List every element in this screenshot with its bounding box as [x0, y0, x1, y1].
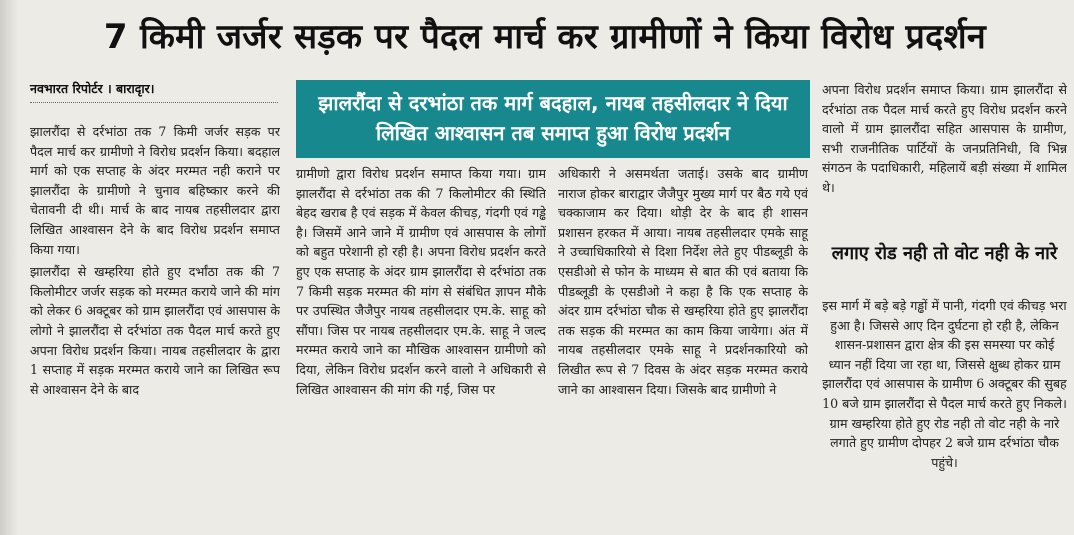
column-3 [558, 164, 808, 527]
column-1-paragraph-1: झालरौंदा से दर्रभांठा तक 7 किमी जर्जर सड़क पर पैदल मार्च कर ग्रामीणो ने विरोध प्रदर्शन किया। बदहाल मार्ग को एक सप्ताह के अंदर मरम्मत नही कराने पर झालरौंदा के ग्रामीणो ने चुनाव बहिष्कार करने की चेतावनी दी थी। मार्च के बाद नायब तहसीलदार द्वारा लिखित आश्वासन देने के बाद विरोध प्रदर्शन समाप्त किया गया। [30, 124, 280, 257]
headline: 7 किमी जर्जर सड़क पर पैदल मार्च कर ग्रामीणों ने किया विरोध प्रदर्शन [103, 17, 987, 57]
column-2 [296, 164, 546, 527]
page-fold-shadow [0, 0, 18, 535]
column-3-paragraph-1: अधिकारी ने असमर्थता जताई। उसके बाद ग्रामीण नाराज होकर बाराद्वार जैजैपुर मुख्य मार्ग पर बैठ गये एवं चक्काजाम कर दिया। थोड़ी देर के बाद ही शासन प्रशासन हरकत में आया। नायब तहसीलदार एमके साहू ने उच्चाधिकारियो से दिशा निर्देश लेते हुए पीडब्लूडी के एसडीओ से फोन के माध्यम से बात की एवं बताया कि पीडब्लूडी के एसडीओ ने कहा है कि एक सप्ताह के अंदर ग्राम दर्रभांठा चौक से खम्हरिया होते हुए झालरौंदा तक सड़क की मरम्मत का काम किया जायेगा। अंत में नायब तहसीलदार एमके साहू ने प्रदर्शनकारियो को लिखीत रूप से 7 दिवस के अंदर सड़क मरम्मत कराये जाने का आश्वासन दिया। जिसके बाद ग्रामीणो ने [558, 166, 808, 397]
subheading: लगाए रोड नही तो वोट नही के नारे [831, 243, 1058, 264]
deck-banner: झालरौंदा से दरभांठा तक मार्ग बदहाल, नायब तहसीलदार ने दिया लिखित आश्वासन तब समाप्त हुआ विरोध प्रदर्शन [296, 80, 810, 158]
column-1-paragraph-2: झालरौंदा से खम्हरिया होते हुए दर्भांठा तक की 7 किलोमीटर जर्जर सड़क को मरम्मत कराये जाने की मांग को लेकर 6 अक्टूबर को ग्राम झालरौंदा एवं आसपास के लोगो ने झालरौंदा से दर्रभांठा तक पैदल मार्च करते हुए अपना विरोध प्रदर्शन किया। नायब तहसीलदार के द्वारा 1 सप्ताह में सड़क मरम्मत कराये जाने का लिखित रूप से आश्वासन देने के बाद [30, 264, 280, 397]
byline: नवभारत रिपोर्टर । बारादृार। [30, 81, 155, 96]
column-4-top [822, 80, 1067, 236]
byline-divider [30, 102, 278, 103]
column-4-paragraph-1: अपना विरोध प्रदर्शन समाप्त किया। ग्राम झालरौंदा से दर्रभांठा तक पैदल मार्च करते हुए विरोध प्रदर्शन करने वालो में ग्राम झालरौंदा सहित आसपास के ग्रामीण, सभी राजनीतिक पार्टियों के जनप्रतिनिधी, वि भिन्न संगठन के पदाधिकारी, महिलायें बड़ी संख्या में शामिल थे। [822, 82, 1067, 195]
column-2-paragraph-1: ग्रामीणो द्वारा विरोध प्रदर्शन समाप्त किया गया। ग्राम झालरौंदा से दर्रभांठा तक की 7 किलोमीटर की स्थिति बेहद खराब है एवं सड़क में केवल कीचड़, गंदगी एवं गड्ढे है। जिसमें आने जाने में ग्रामीण एवं आसपास के लोगों को बहुत परेशानी हो रही है। अपना विरोध प्रदर्शन करते हुए एक सप्ताह के अंदर ग्राम झालरौंदा से दर्रभांठा तक 7 किमी सड़क मरम्मत की मांग से संबंधित ज्ञापन मौके पर उपस्थित जैजैपुर नायब तहसीलदार एम.के. साहू को सौंपा। जिस पर नायब तहसीलदार एम.के. साहू ने जल्द मरम्मत कराये जाने का मौखिक आश्वासन ग्रामीणो को दिया, लेकिन विरोध प्रदर्शन करने वालो ने अधिकारी से लिखित आश्वासन की मांग की गई, जिस पर [296, 166, 546, 397]
column-4-paragraph-2: इस मार्ग में बड़े बड़े गड्ढों में पानी, गंदगी एवं कीचड़ भरा हुआ है। जिससे आए दिन दुर्घटना हो रही है, लेकिन शासन-प्रशासन द्वारा क्षेत्र की इस समस्या पर कोई ध्यान नहीं दिया जा रहा था, जिससे क्षुब्ध होकर ग्राम झालरौंदा एवं आसपास के ग्रामीण 6 अक्टूबर की सुबह 10 बजे ग्राम झालरौंदा से पैदल मार्च करते हुए निकले। ग्राम खम्हरिया होते हुए रोड नही तो वोट नही के नारे लगाते हुए ग्रामीण दोपहर 2 बजे ग्राम दर्रभांठा चौक पहुंचे। [822, 298, 1067, 470]
column-1 [30, 122, 280, 527]
column-4-bottom [822, 296, 1067, 527]
